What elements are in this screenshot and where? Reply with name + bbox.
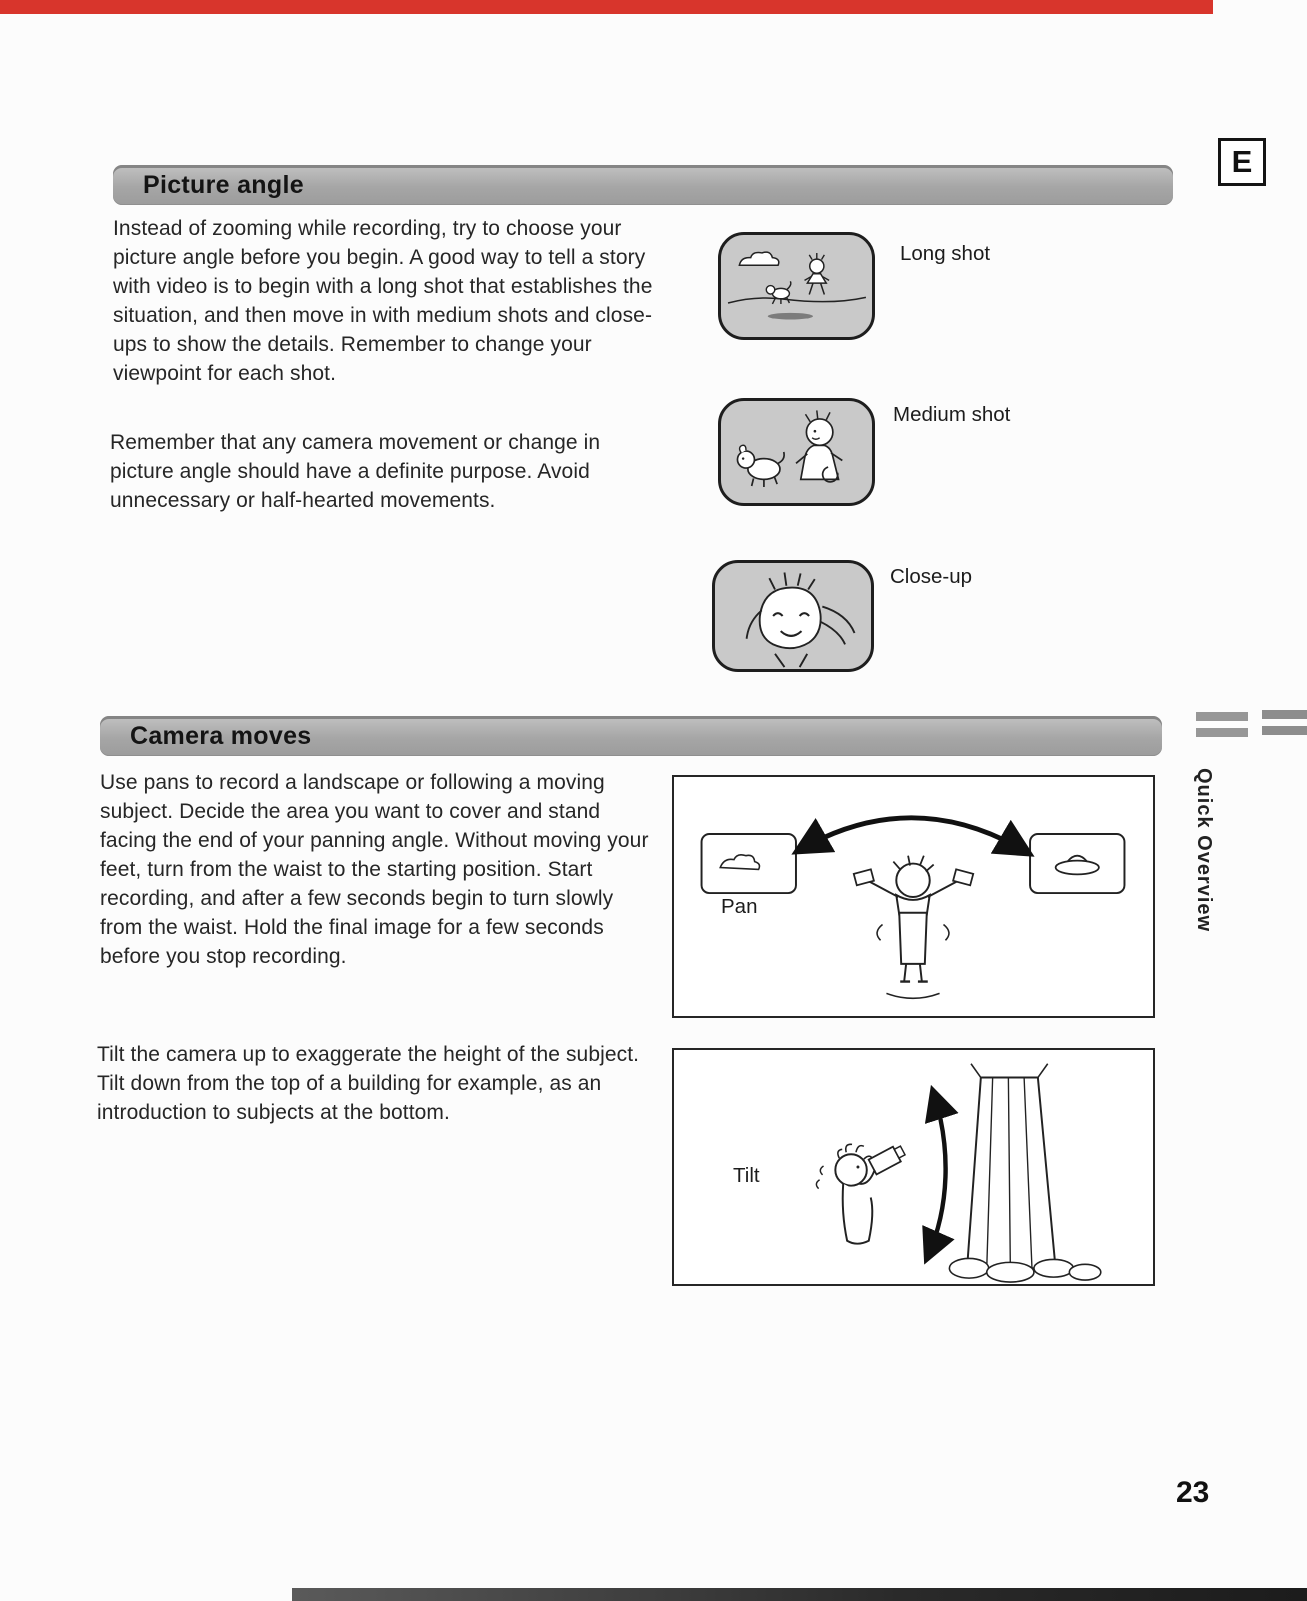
section-title-camera-moves: Camera moves	[130, 721, 312, 750]
tilt-label: Tilt	[730, 1164, 763, 1188]
tab-mark-bar	[1262, 726, 1307, 735]
medium-shot-label: Medium shot	[893, 403, 1011, 426]
camera-moves-paragraph-1: Use pans to record a landscape or following a moving subject. Decide the area you want to cover and stand facing the end of your panning angle. Without moving your feet, turn from the waist to the starting position. Start recording, and after a few seconds begin to turn slowly from the waist. Hold the final image for a few seconds before you stop recording.	[100, 771, 649, 968]
camera-moves-paragraph-2: Tilt the camera up to exaggerate the height of the subject. Tilt down from the top of a building for example, as an introduction to subjects at the bottom.	[97, 1043, 640, 1124]
margin-tab-marks	[1196, 712, 1248, 744]
margin-tab-marks-edge	[1262, 710, 1307, 742]
picture-angle-paragraph-1: Instead of zooming while recording, try to choose your picture angle before you begin. A good way to tell a story with video is to begin with a long shot that establishes the situation, and then move in with medium shots and close-ups to show the details. Remember to change your viewpoint for each shot.	[113, 217, 653, 385]
close-up-face-icon	[715, 563, 871, 669]
section-header-picture-angle	[113, 165, 1173, 205]
tilt-illustration	[672, 1048, 1155, 1286]
tab-mark-bar	[1196, 712, 1248, 721]
close-up-label: Close-up	[890, 565, 973, 588]
page-number: 23	[1176, 1476, 1210, 1509]
long-shot-scene-icon	[721, 235, 872, 337]
section-title-picture-angle: Picture angle	[143, 170, 304, 199]
language-badge: E	[1218, 138, 1266, 186]
long-shot-illustration	[718, 232, 875, 340]
chapter-vertical-label: Quick Overview	[1193, 768, 1215, 933]
pan-label: Pan	[718, 895, 760, 919]
medium-shot-illustration	[718, 398, 875, 506]
tab-mark-bar	[1196, 728, 1248, 737]
pan-illustration	[672, 775, 1155, 1018]
section-header-camera-moves	[100, 716, 1162, 756]
top-red-accent-bar	[0, 0, 1213, 14]
medium-shot-scene-icon	[721, 401, 872, 503]
close-up-illustration	[712, 560, 874, 672]
picture-angle-paragraph-2: Remember that any camera movement or change in picture angle should have a definite purpose. Avoid unnecessary or half-hearted movements.	[110, 431, 601, 512]
long-shot-label: Long shot	[900, 242, 991, 265]
bottom-scan-bar	[292, 1588, 1307, 1601]
tab-mark-bar	[1262, 710, 1307, 719]
